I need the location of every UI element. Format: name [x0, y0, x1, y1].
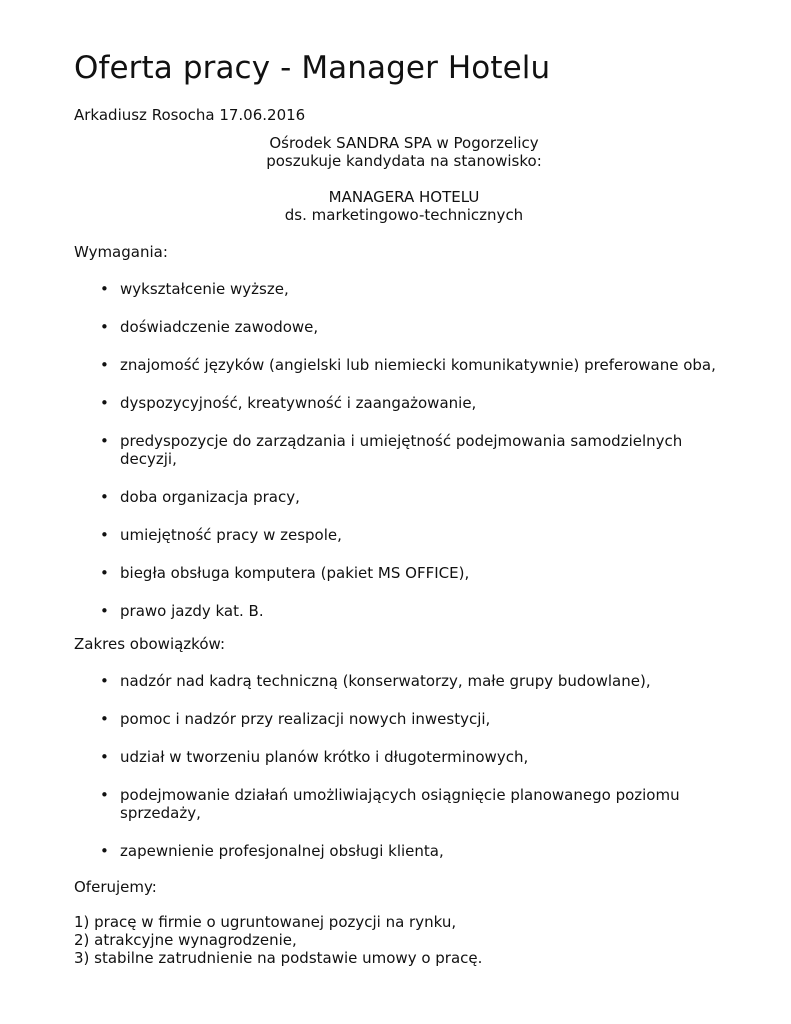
- list-item: [74, 488, 740, 506]
- list-item: [74, 748, 740, 766]
- list-item: [74, 564, 740, 582]
- list-item: [74, 394, 740, 412]
- list-item: [74, 356, 740, 374]
- bullet-icon: •: [100, 356, 109, 374]
- bullet-icon: •: [100, 564, 109, 582]
- position-title: [74, 188, 734, 224]
- list-item: [74, 842, 740, 860]
- bullet-icon: •: [100, 280, 109, 298]
- offer-item: 3) stabilne zatrudnienie na podstawie umowy o pracę.: [74, 949, 483, 967]
- bullet-icon: •: [100, 488, 109, 506]
- list-item: [74, 526, 740, 544]
- bullet-icon: •: [100, 318, 109, 336]
- bullet-icon: •: [100, 786, 109, 804]
- list-item-text: biegła obsługa komputera (pakiet MS OFFICE),: [120, 564, 470, 582]
- bullet-icon: •: [100, 710, 109, 728]
- offer-item: 2) atrakcyjne wynagrodzenie,: [74, 931, 297, 949]
- list-item-text: podejmowanie działań umożliwiających osiągnięcie planowanego poziomu sprzedaży,: [120, 786, 680, 822]
- list-item: [74, 672, 740, 690]
- list-item-text: umiejętność pracy w zespole,: [120, 526, 342, 544]
- bullet-icon: •: [100, 526, 109, 544]
- requirements-heading: Wymagania:: [74, 243, 168, 261]
- page-title: Oferta pracy - Manager Hotelu: [74, 50, 551, 86]
- bullet-icon: •: [100, 748, 109, 766]
- bullet-icon: •: [100, 842, 109, 860]
- list-item: [74, 432, 740, 468]
- list-item-text: udział w tworzeniu planów krótko i długoterminowych,: [120, 748, 529, 766]
- bullet-icon: •: [100, 394, 109, 412]
- intro-line-2: poszukuje kandydata na stanowisko:: [266, 152, 542, 170]
- list-item: [74, 318, 740, 336]
- list-item-text: doświadczenie zawodowe,: [120, 318, 319, 336]
- bullet-icon: •: [100, 672, 109, 690]
- list-item: [74, 786, 740, 822]
- list-item: [74, 710, 740, 728]
- list-item: [74, 280, 740, 298]
- intro-line-1: Ośrodek SANDRA SPA w Pogorzelicy: [269, 134, 539, 152]
- list-item-text: prawo jazdy kat. B.: [120, 602, 264, 620]
- offer-list: [74, 913, 482, 967]
- bullet-icon: •: [100, 602, 109, 620]
- duties-heading: Zakres obowiązków:: [74, 635, 226, 653]
- author-date-line: Arkadiusz Rosocha 17.06.2016: [74, 106, 306, 124]
- requirements-list: [74, 280, 740, 640]
- list-item-text: znajomość języków (angielski lub niemiecki komunikatywnie) preferowane oba,: [120, 356, 716, 374]
- list-item-text: predyspozycje do zarządzania i umiejętność podejmowania samodzielnych decyzji,: [120, 432, 683, 468]
- bullet-icon: •: [100, 432, 109, 450]
- offer-heading: Oferujemy:: [74, 878, 157, 896]
- position-line-2: ds. marketingowo-technicznych: [284, 206, 524, 224]
- list-item-text: dyspozycyjność, kreatywność i zaangażowanie,: [120, 394, 477, 412]
- company-intro: [74, 134, 734, 170]
- list-item-text: wykształcenie wyższe,: [120, 280, 289, 298]
- list-item-text: pomoc i nadzór przy realizacji nowych inwestycji,: [120, 710, 491, 728]
- list-item-text: nadzór nad kadrą techniczną (konserwatorzy, małe grupy budowlane),: [120, 672, 651, 690]
- position-line-1: MANAGERA HOTELU: [328, 188, 480, 206]
- list-item-text: zapewnienie profesjonalnej obsługi klienta,: [120, 842, 444, 860]
- list-item-text: doba organizacja pracy,: [120, 488, 300, 506]
- list-item: [74, 602, 740, 620]
- offer-item: 1) pracę w firmie o ugruntowanej pozycji na rynku,: [74, 913, 457, 931]
- duties-list: [74, 672, 740, 880]
